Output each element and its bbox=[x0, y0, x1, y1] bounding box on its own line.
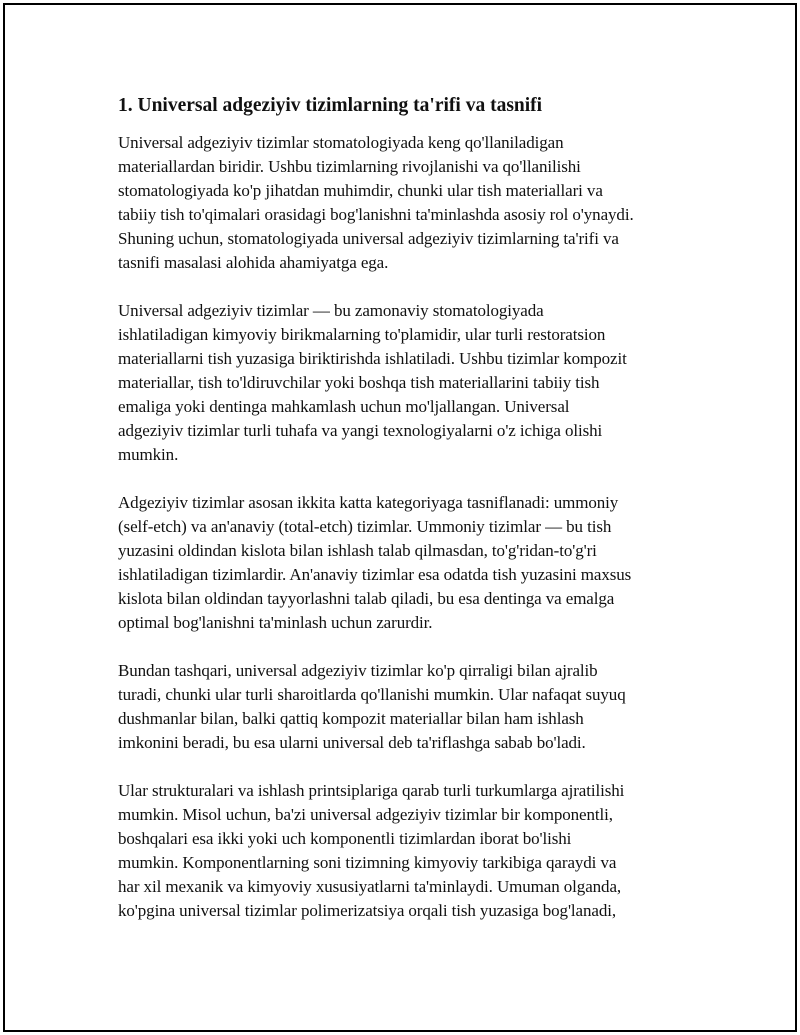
document-body bbox=[118, 92, 698, 947]
paragraph-overview: Universal adgeziyiv tizimlar — bu zamonaviy stomatologiyada ishlatiladigan kimyoviy birikmalarning to'plamidir, ular turli restoratsion materiallarni tish yuzasiga biriktirishda ishlatiladi. Ushbu tizimlar kompozit materiallar, tish to'ldiruvchilar yoki boshqa tish materiallarini tabiiy tish emaliga yoki dentinga mahkamlash uchun mo'ljallangan. Universal adgeziyiv tizimlar turli tuhafa va yangi texnologiyalarni o'z ichiga olishi mumkin. bbox=[118, 301, 627, 464]
paragraph-definition: Universal adgeziyiv tizimlar stomatologiyada keng qo'llaniladigan materiallardan biridir. Ushbu tizimlarning rivojlanishi va qo'llanilishi stomatologiyada ko'p jihatdan muhimdir, chunki ular tish materiallari va tabiiy tish to'qimalari orasidagi bog'lanishni ta'minlashda asosiy rol o'ynaydi. Shuning uchun, stomatologiyada universal adgeziyiv tizimlarning ta'rifi va tasnifi masalasi alohida ahamiyatga ega. bbox=[118, 133, 634, 272]
paragraph-classification: Adgeziyiv tizimlar asosan ikkita katta kategoriyaga tasniflanadi: ummoniy (self-etch) va an'anaviy (total-etch) tizimlar. Ummoniy tizimlar — bu tish yuzasini oldindan kislota bilan ishlash talab qilmasdan, to'g'ridan-to'g'ri ishlatiladigan tizimlardir. An'anaviy tizimlar esa odatda tish yuzasini maxsus kislota bilan oldindan tayyorlashni talab qiladi, bu esa dentinga va emalga optimal bog'lanishni ta'minlash uchun zarurdir. bbox=[118, 493, 632, 632]
section-heading: 1. Universal adgeziyiv tizimlarning ta'rifi va tasnifi bbox=[118, 95, 543, 116]
paragraph-versatility: Bundan tashqari, universal adgeziyiv tizimlar ko'p qirraligi bilan ajralib turadi, chunki ular turli sharoitlarda qo'llanishi mumkin. Ular nafaqat suyuq dushmanlar bilan, balki qattiq kompozit materiallar bilan ham ishlash imkonini beradi, bu esa ularni universal deb ta'riflashga sabab bo'ladi. bbox=[118, 661, 626, 752]
paragraph-components: Ular strukturalari va ishlash printsiplariga qarab turli turkumlarga ajratilishi mumkin. Misol uchun, ba'zi universal adgeziyiv tizimlar bir komponentli, boshqalari esa ikki yoki uch komponentli tizimlardan iborat bo'lishi mumkin. Komponentlarning soni tizimning kimyoviy tarkibiga qaraydi va har xil mexanik va kimyoviy xususiyatlarni ta'minlaydi. Umuman olganda, ko'pgina universal tizimlar polimerizatsiya orqali tish yuzasiga bog'lanadi, bbox=[118, 781, 625, 920]
